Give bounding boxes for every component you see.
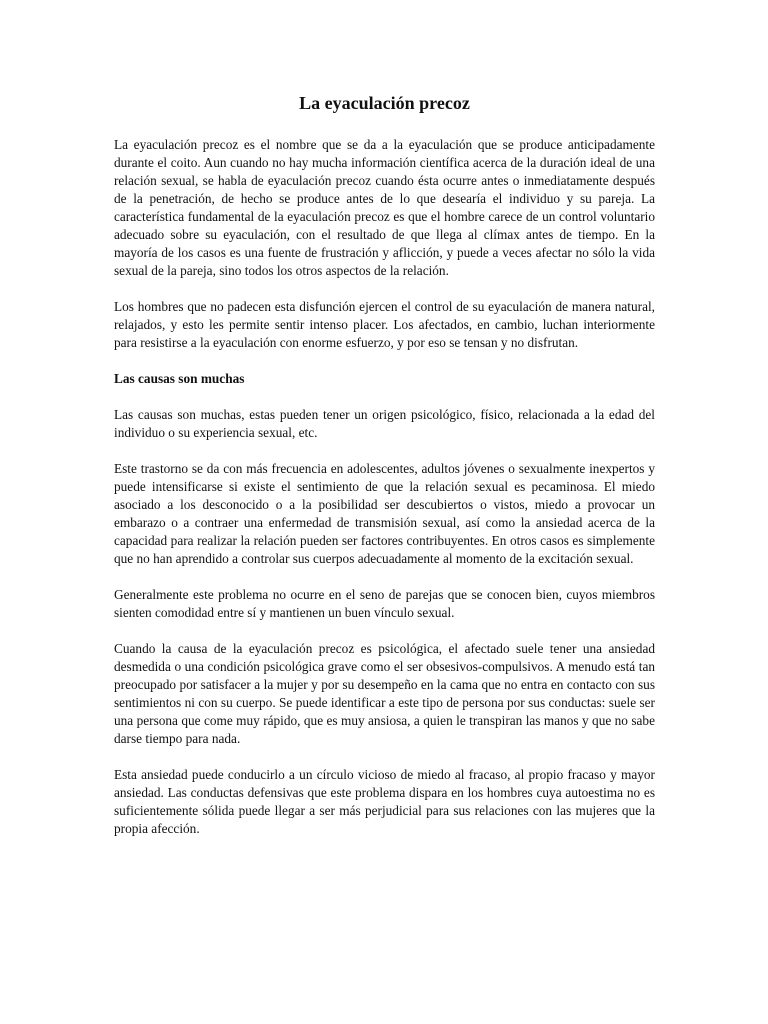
paragraph-causes-3: Generalmente este problema no ocurre en el seno de parejas que se conocen bien, cuyos miembros sienten comodidad entre sí y mantienen un buen vínculo sexual. (114, 587, 655, 620)
paragraph-causes-5: Esta ansiedad puede conducirlo a un círculo vicioso de miedo al fracaso, al propio fracaso y mayor ansiedad. Las conductas defensivas que este problema dispara en los hombres cuya autoestima no es suficientemente sólida puede llegar a ser más perjudicial para sus relaciones con las mujeres que la propia afección. (114, 767, 655, 836)
paragraph-causes-1: Las causas son muchas, estas pueden tener un origen psicológico, físico, relacionada a la edad del individuo o su experiencia sexual, etc. (114, 407, 655, 440)
paragraph-causes-4: Cuando la causa de la eyaculación precoz es psicológica, el afectado suele tener una ansiedad desmedida o una condición psicológica grave como el ser obsesivos-compulsivos. A menudo está tan preocupado por satisfacer a la mujer y por su desempeño en la cama que no entra en contacto con sus sentimientos ni con su cuerpo. Se puede identificar a este tipo de persona por sus conductas: suele ser una persona que come muy rápido, que es muy ansiosa, a quien le transpiran las manos y que no sabe darse tiempo para nada. (114, 641, 655, 746)
document-page (114, 92, 655, 856)
paragraph-intro-1: La eyaculación precoz es el nombre que se da a la eyaculación que se produce anticipadamente durante el coito. Aun cuando no hay mucha información científica acerca de la duración ideal de una relación sexual, se habla de eyaculación precoz cuando ésta ocurre antes o inmediatamente después de la penetración, de hecho se produce antes de lo que desearía el individuo y su pareja. La característica fundamental de la eyaculación precoz es que el hombre carece de un control voluntario adecuado sobre su eyaculación, con el resultado de que llega al clímax antes de tiempo. En la mayoría de los casos es una fuente de frustración y aflicción, y puede a veces afectar no sólo la vida sexual de la pareja, sino todos los otros aspectos de la relación. (114, 137, 655, 278)
document-title: La eyaculación precoz (299, 93, 470, 113)
section-heading: Las causas son muchas (114, 371, 245, 386)
paragraph-causes-2: Este trastorno se da con más frecuencia en adolescentes, adultos jóvenes o sexualmente inexpertos y puede intensificarse si existe el sentimiento de que la relación sexual es pecaminosa. El miedo asociado a los desconocido o a la posibilidad ser descubiertos o vistos, miedo a provocar un embarazo o a contraer una enfermedad de transmisión sexual, así como la ansiedad acerca de la capacidad para realizar la relación pueden ser factores contribuyentes. En otros casos es simplemente que no han aprendido a controlar sus cuerpos adecuadamente al momento de la excitación sexual. (114, 461, 655, 566)
paragraph-intro-2: Los hombres que no padecen esta disfunción ejercen el control de su eyaculación de manera natural, relajados, y esto les permite sentir intenso placer. Los afectados, en cambio, luchan interiormente para resistirse a la eyaculación con enorme esfuerzo, y por eso se tensan y no disfrutan. (114, 299, 655, 350)
